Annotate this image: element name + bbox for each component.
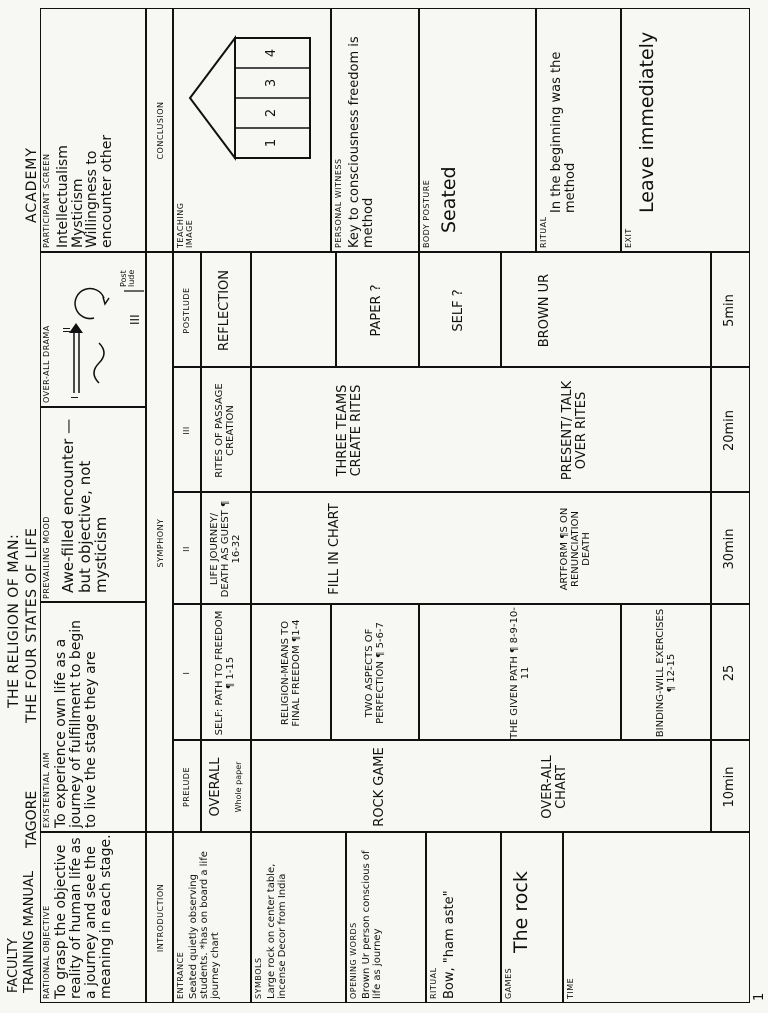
games-text: The rock <box>510 871 532 953</box>
ritual-label: RITUAL <box>429 967 438 999</box>
opening-words-label: OPENING WORDS <box>349 922 358 999</box>
symbols-text: Large rock on center table, incense Decor from India <box>266 863 288 999</box>
personal-witness-label: PERSONAL WITNESS <box>334 158 343 248</box>
col-prelude-label: PRELUDE <box>181 766 191 808</box>
overall-drama-label: OVER-ALL DRAMA <box>42 325 51 403</box>
prelude-cell-2: OVER-ALL CHART <box>539 755 569 819</box>
section-conclusion: CONCLUSION <box>155 101 165 160</box>
image-num-1: 1 <box>264 138 280 148</box>
prevailing-mood-text: Awe-filled encounter — but objective, not mysticism <box>59 418 110 593</box>
prelude-cell-1: ROCK GAME <box>371 747 387 827</box>
postlude-cell-1: PAPER ? <box>369 284 385 337</box>
page-number: 1 <box>752 992 767 1001</box>
conclusion-ritual-text: In the beginning was the method <box>549 51 579 213</box>
col-I-cell-4: BINDING-WILL EXERCISES ¶ 12-15 <box>655 608 677 738</box>
body-posture-text: Seated <box>438 166 460 233</box>
exit-text: Leave immediately <box>636 31 658 213</box>
image-num-4: 4 <box>264 48 280 58</box>
existential-aim-label: EXISTENTIAL AIM <box>42 752 51 828</box>
col-I-cell-2: TWO ASPECTS OF PERFECTION ¶ 5-6-7 <box>364 622 386 724</box>
prelude-sub: Whole paper <box>233 761 243 813</box>
personal-witness-text: Key to consciousness freedom is method <box>347 36 377 248</box>
rational-objective-label: RATIONAL OBJECTIVE <box>42 905 51 999</box>
time-label: TIME <box>566 977 575 999</box>
entrance-text: Seated quietly observing students. *has on board a life journey chart <box>188 851 221 999</box>
col-postlude-head: REFLECTION <box>216 270 232 351</box>
time-col-III: 20min <box>721 409 737 452</box>
title-line-1: THE RELIGION OF MAN: <box>6 533 22 708</box>
col-I-head: SELF: PATH TO FREEDOM ¶ 1-15 <box>214 610 236 736</box>
col-I-label: I <box>181 671 191 675</box>
col-postlude-label: POSTLUDE <box>181 287 191 334</box>
postlude-cell-2: SELF ? <box>451 289 467 332</box>
prelude-head: OVERALL <box>207 757 223 817</box>
section-symphony: SYMPHONY <box>155 518 165 568</box>
col-I-cell-3: THE GIVEN PATH ¶ 8-9-10-11 <box>509 607 531 739</box>
participant-screen-text: Intellectualism Mysticism Willingness to encounter other <box>55 134 116 248</box>
col-II-label: II <box>181 546 191 552</box>
prevailing-mood-label: PREVAILING MOOD <box>42 516 51 599</box>
section-introduction: INTRODUCTION <box>155 883 165 953</box>
col-III-cell-2: PRESENT/ TALK OVER RITES <box>559 380 589 481</box>
time-col-I: 25 <box>721 664 737 682</box>
image-num-2: 2 <box>264 108 280 118</box>
col-III-label: III <box>181 426 191 435</box>
col-I-cell-1: RELIGION-MEANS TO FINAL FREEDOM ¶1-4 <box>280 619 302 727</box>
drama-II: II <box>62 327 73 333</box>
entrance-label: ENTRANCE <box>176 951 185 999</box>
ritual-text: Bow, "ham aste" <box>442 890 457 999</box>
time-postlude: 5min <box>721 294 737 327</box>
participant-screen-label: PARTICIPANT SCREEN <box>42 153 51 248</box>
academy-label: ACADEMY <box>24 147 40 223</box>
body-posture-label: BODY POSTURE <box>422 179 431 248</box>
games-label: GAMES <box>504 967 513 999</box>
faculty-label: FACULTY <box>6 938 21 993</box>
col-III-head: RITES OF PASSAGE CREATION <box>214 383 236 478</box>
postlude-cell-3: BROWN UR <box>536 273 552 348</box>
existential-aim-text: To experience own life as a journey of fulfillment to begin to live the stage they are <box>53 619 100 828</box>
col-II-head: LIFE JOURNEY/ DEATH AS GUEST ¶ 16-32 <box>208 500 242 598</box>
author-label: TAGORE <box>24 790 40 848</box>
col-II-cell-2: ARTFORM ¶S ON RENUNCIATION DEATH <box>558 507 592 591</box>
conclusion-ritual-label: RITUAL <box>539 216 548 248</box>
exit-label: EXIT <box>624 228 633 248</box>
col-II-cell-1: FILL IN CHART <box>326 503 342 595</box>
title-line-2: THE FOUR STATES OF LIFE <box>24 527 40 723</box>
time-prelude: 10min <box>721 766 737 808</box>
drama-I: I <box>70 396 81 399</box>
drama-postlude: Post lude <box>119 269 136 287</box>
time-col-II: 30min <box>721 528 737 570</box>
drama-III: III <box>128 314 142 325</box>
symbols-label: SYMBOLS <box>254 957 263 999</box>
rational-objective-text: To grasp the objective reality of human life as a journey and see the meaning in each stage. <box>53 834 115 999</box>
training-manual-label: TRAINING MANUAL <box>22 870 37 993</box>
image-num-3: 3 <box>264 78 280 88</box>
opening-words-text: Brown Ur person conscious of life as journey <box>361 850 383 999</box>
teaching-image-label: TEACHING IMAGE <box>176 202 194 248</box>
col-III-cell-1: THREE TEAMS CREATE RITES <box>334 384 364 477</box>
